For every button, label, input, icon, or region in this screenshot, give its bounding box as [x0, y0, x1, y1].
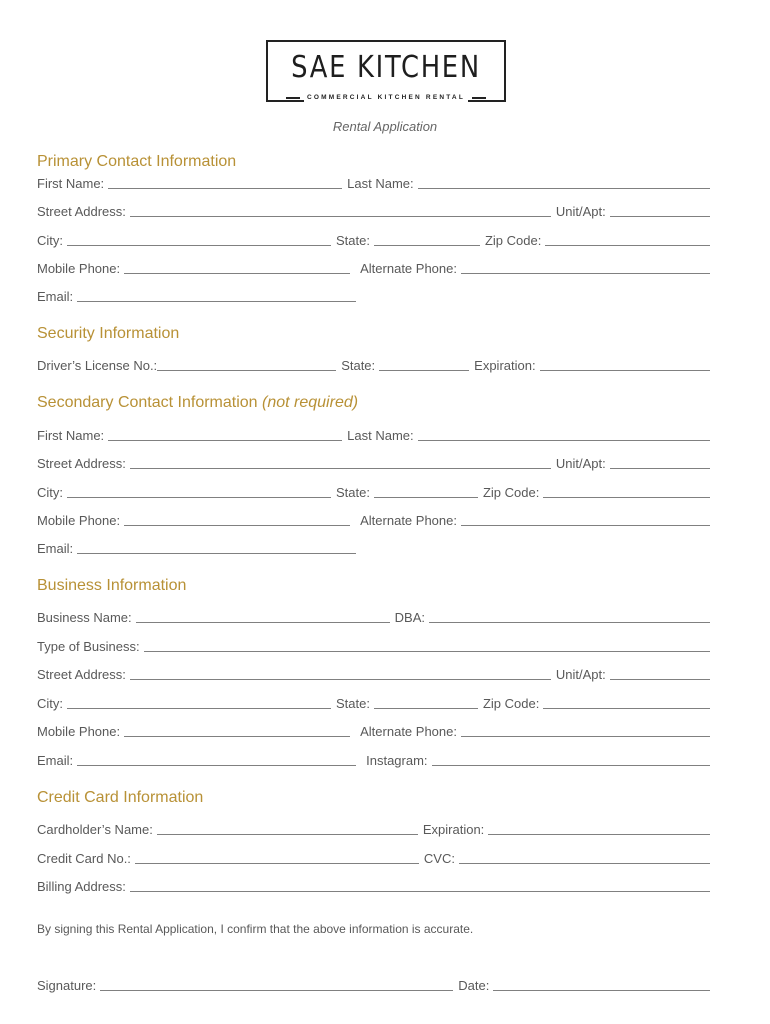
business-state-field[interactable] — [374, 708, 478, 709]
license-expiration-field[interactable] — [540, 370, 710, 371]
city-label: City: — [37, 485, 63, 500]
date-label: Date: — [458, 978, 490, 993]
primary-phone-row — [37, 259, 715, 277]
logo-rule-left — [286, 97, 300, 99]
first-name-label: First Name: — [37, 428, 105, 443]
cvc-field[interactable] — [459, 863, 710, 864]
mobile-phone-label: Mobile Phone: — [37, 724, 121, 739]
primary-alternate-phone-field[interactable] — [461, 273, 710, 274]
card-expiration-label: Expiration: — [422, 822, 485, 837]
cvc-label: CVC: — [423, 851, 455, 866]
primary-street-address-field[interactable] — [130, 216, 551, 217]
type-of-business-field[interactable] — [144, 651, 710, 652]
secondary-phone-row — [37, 511, 715, 529]
business-name-row — [37, 608, 715, 626]
unit-apt-label: Unit/Apt: — [555, 456, 606, 471]
secondary-alternate-phone-field[interactable] — [461, 525, 710, 526]
billing-address-field[interactable] — [130, 891, 710, 892]
instagram-field[interactable] — [432, 765, 710, 766]
secondary-name-row — [37, 426, 715, 444]
secondary-city-field[interactable] — [67, 497, 331, 498]
business-street-address-field[interactable] — [130, 679, 551, 680]
logo-rule-right — [472, 97, 486, 99]
last-name-label: Last Name: — [347, 428, 414, 443]
city-label: City: — [37, 696, 63, 711]
dba-field[interactable] — [429, 622, 710, 623]
business-type-row — [37, 637, 715, 655]
billing-address-row — [37, 877, 715, 895]
business-city-row — [37, 694, 715, 712]
signature-field[interactable] — [100, 990, 453, 991]
business-phone-row — [37, 722, 715, 740]
secondary-email-row — [37, 539, 715, 557]
license-state-label: State: — [341, 358, 376, 373]
dba-label: DBA: — [394, 610, 425, 625]
business-heading: Business Information — [37, 577, 187, 594]
secondary-city-row — [37, 483, 715, 501]
unit-apt-label: Unit/Apt: — [555, 204, 606, 219]
license-expiration-label: Expiration: — [474, 358, 536, 373]
secondary-address-row — [37, 454, 715, 472]
document-subtitle: Rental Application — [332, 119, 438, 134]
alternate-phone-label: Alternate Phone: — [360, 513, 457, 528]
not-required-note: (not required) — [262, 394, 359, 411]
unit-apt-label: Unit/Apt: — [555, 667, 606, 682]
business-name-label: Business Name: — [37, 610, 132, 625]
secondary-zip-code-field[interactable] — [543, 497, 710, 498]
business-mobile-phone-field[interactable] — [124, 736, 350, 737]
secondary-first-name-field[interactable] — [108, 440, 342, 441]
street-address-label: Street Address: — [37, 667, 126, 682]
card-expiration-field[interactable] — [488, 834, 710, 835]
card-number-field[interactable] — [135, 863, 419, 864]
card-number-label: Credit Card No.: — [37, 851, 131, 866]
confirmation-statement: By signing this Rental Application, I confirm that the above information is accurate. — [37, 922, 474, 936]
primary-last-name-field[interactable] — [418, 188, 710, 189]
license-label: Driver’s License No.: — [37, 358, 158, 373]
primary-first-name-field[interactable] — [108, 188, 342, 189]
business-name-field[interactable] — [136, 622, 390, 623]
cardholder-name-field[interactable] — [157, 834, 418, 835]
type-of-business-label: Type of Business: — [37, 639, 140, 654]
business-email-field[interactable] — [77, 765, 356, 766]
mobile-phone-label: Mobile Phone: — [37, 261, 121, 276]
street-address-label: Street Address: — [37, 456, 126, 471]
alternate-phone-label: Alternate Phone: — [360, 724, 457, 739]
security-heading: Security Information — [37, 325, 180, 342]
secondary-mobile-phone-field[interactable] — [124, 525, 350, 526]
last-name-label: Last Name: — [347, 176, 414, 191]
instagram-label: Instagram: — [366, 753, 428, 768]
secondary-unit-apt-field[interactable] — [610, 468, 710, 469]
primary-email-row — [37, 287, 715, 305]
business-zip-code-field[interactable] — [543, 708, 710, 709]
date-field[interactable] — [493, 990, 710, 991]
logo-subtitle: COMMERCIAL KITCHEN RENTAL — [304, 92, 468, 104]
logo-subtitle-row — [268, 92, 504, 104]
business-unit-apt-field[interactable] — [610, 679, 710, 680]
signature-label: Signature: — [37, 978, 97, 993]
primary-name-row — [37, 174, 715, 192]
license-state-field[interactable] — [379, 370, 469, 371]
card-number-row — [37, 849, 715, 867]
email-label: Email: — [37, 541, 74, 556]
street-address-label: Street Address: — [37, 204, 126, 219]
license-field[interactable] — [157, 370, 336, 371]
secondary-street-address-field[interactable] — [130, 468, 551, 469]
secondary-contact-heading — [37, 394, 358, 412]
state-label: State: — [336, 696, 370, 711]
primary-state-field[interactable] — [374, 245, 480, 246]
primary-city-row — [37, 231, 715, 249]
logo-title: SAE KITCHEN — [291, 50, 481, 85]
zip-code-label: Zip Code: — [482, 696, 540, 711]
alternate-phone-label: Alternate Phone: — [360, 261, 457, 276]
credit-card-heading: Credit Card Information — [37, 789, 204, 806]
business-city-field[interactable] — [67, 708, 331, 709]
signature-row — [37, 976, 715, 994]
primary-zip-code-field[interactable] — [545, 245, 710, 246]
primary-unit-apt-field[interactable] — [610, 216, 710, 217]
primary-address-row — [37, 202, 715, 220]
business-alternate-phone-field[interactable] — [461, 736, 710, 737]
email-label: Email: — [37, 289, 74, 304]
secondary-last-name-field[interactable] — [418, 440, 710, 441]
security-row — [37, 356, 715, 374]
billing-address-label: Billing Address: — [37, 879, 126, 894]
email-label: Email: — [37, 753, 74, 768]
state-label: State: — [336, 485, 370, 500]
secondary-email-field[interactable] — [77, 553, 356, 554]
zip-code-label: Zip Code: — [482, 485, 540, 500]
logo — [266, 40, 506, 102]
cardholder-row — [37, 820, 715, 838]
primary-mobile-phone-field[interactable] — [124, 273, 350, 274]
cardholder-name-label: Cardholder’s Name: — [37, 822, 153, 837]
state-label: State: — [336, 233, 370, 248]
primary-email-field[interactable] — [77, 301, 356, 302]
secondary-contact-title: Secondary Contact Information — [37, 394, 258, 411]
primary-contact-heading: Primary Contact Information — [37, 153, 237, 170]
business-address-row — [37, 665, 715, 683]
business-email-row — [37, 751, 715, 769]
zip-code-label: Zip Code: — [484, 233, 542, 248]
mobile-phone-label: Mobile Phone: — [37, 513, 121, 528]
first-name-label: First Name: — [37, 176, 105, 191]
primary-city-field[interactable] — [67, 245, 331, 246]
secondary-state-field[interactable] — [374, 497, 478, 498]
city-label: City: — [37, 233, 63, 248]
